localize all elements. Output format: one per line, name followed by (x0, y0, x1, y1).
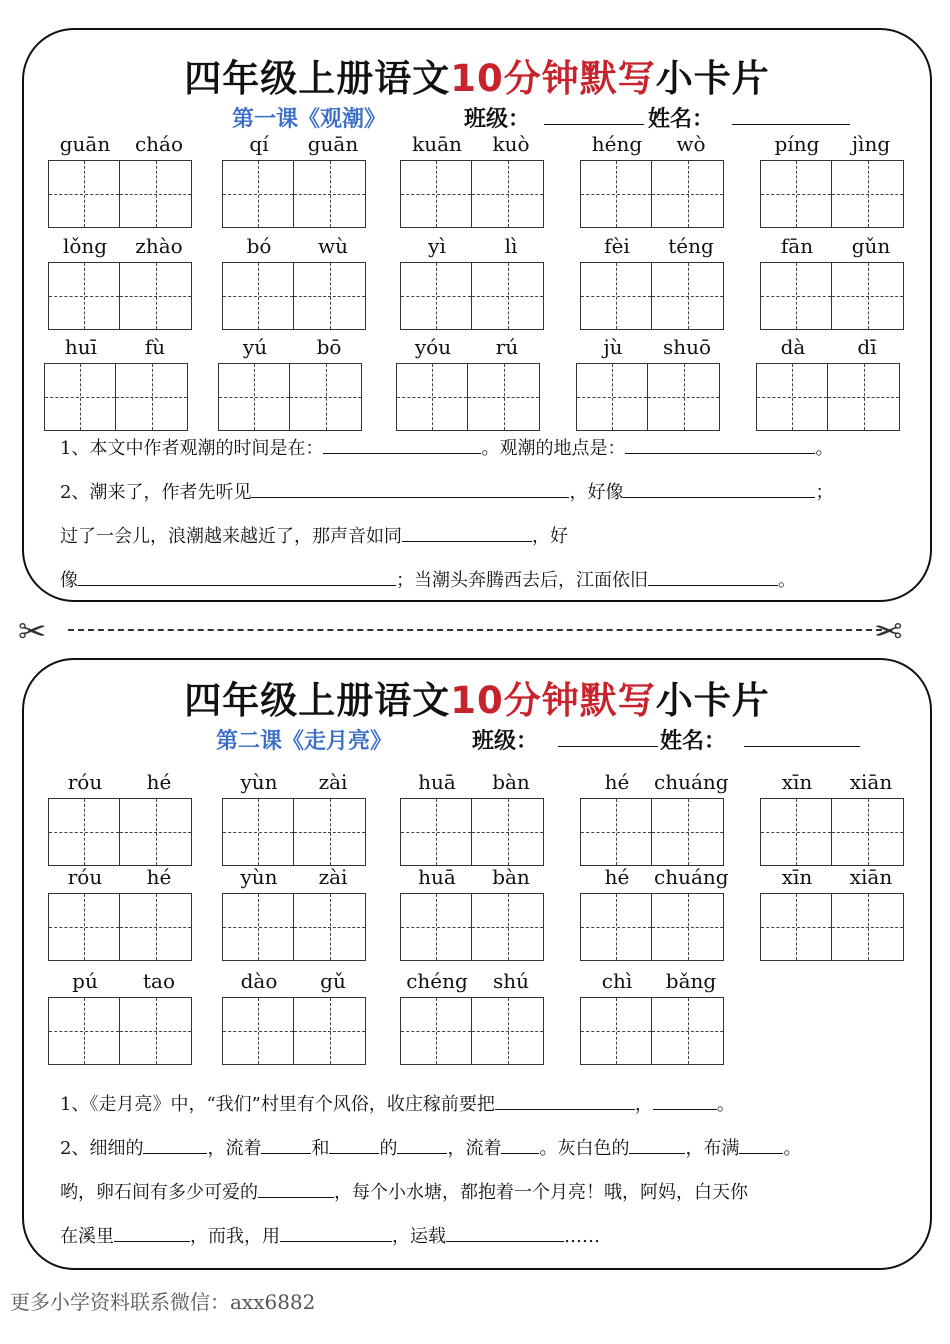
pinyin-syllable: fèi (604, 234, 630, 258)
pinyin (222, 770, 370, 796)
tianzige-cell[interactable] (652, 893, 724, 961)
tianzige-cell[interactable] (222, 262, 294, 330)
question-2-end: 像 ；当潮头奔腾西去后，江面依旧 。 (60, 566, 796, 592)
pinyin-syllable: téng (668, 234, 714, 258)
pinyin-syllable: fù (144, 335, 166, 359)
tianzige-cell[interactable] (222, 160, 294, 228)
tianzige-cell[interactable] (472, 798, 544, 866)
word-box (580, 132, 728, 227)
word-box (222, 770, 370, 865)
pinyin-syllable: xīn (781, 865, 813, 889)
answer-blank[interactable] (402, 523, 532, 542)
pinyin (222, 132, 370, 158)
tianzige-cell[interactable] (294, 160, 366, 228)
pinyin-syllable: yú (242, 335, 268, 359)
word-box (760, 132, 908, 227)
pinyin-syllable: dào (240, 969, 278, 993)
pinyin-syllable: jìng (851, 132, 891, 156)
tianzige-cell[interactable] (400, 893, 472, 961)
pinyin-syllable: bàn (492, 865, 530, 889)
answer-blank[interactable] (501, 1135, 539, 1154)
writing-grid (580, 262, 724, 330)
pinyin-syllable: chì (601, 969, 633, 993)
question-2: 2、潮来了，作者先听见 ，好像 ； (60, 478, 833, 504)
pinyin (400, 969, 548, 995)
writing-grid (48, 893, 192, 961)
class-blank[interactable] (544, 102, 644, 125)
writing-grid (760, 893, 904, 961)
question-1: 1、本文中作者观潮的时间是在： 。观潮的地点是： 。 (60, 434, 833, 460)
pinyin-syllable: zhào (135, 234, 183, 258)
pinyin-syllable: dī (857, 335, 877, 359)
writing-grid (400, 893, 544, 961)
pinyin-syllable: huī (64, 335, 98, 359)
class-label: 班级： (472, 728, 539, 754)
writing-grid (580, 997, 724, 1065)
writing-grid (222, 798, 366, 866)
pinyin-syllable: hé (604, 865, 630, 889)
word-box (400, 969, 548, 1064)
tianzige-cell[interactable] (468, 363, 540, 431)
tianzige-cell[interactable] (400, 997, 472, 1065)
writing-grid (48, 262, 192, 330)
pinyin-syllable: dà (780, 335, 806, 359)
writing-grid (400, 997, 544, 1065)
tianzige-cell[interactable] (222, 997, 294, 1065)
pinyin-syllable: chuáng (654, 865, 729, 889)
tianzige-cell[interactable] (222, 893, 294, 961)
tianzige-cell[interactable] (294, 997, 366, 1065)
pinyin (756, 335, 904, 361)
pinyin-syllable: yóu (414, 335, 452, 359)
pinyin-syllable: hé (604, 770, 630, 794)
pinyin-syllable: xiān (849, 865, 893, 889)
word-box (760, 770, 908, 865)
tianzige-cell[interactable] (760, 262, 832, 330)
word-box (48, 865, 196, 960)
tianzige-cell[interactable] (222, 798, 294, 866)
pinyin-syllable: shuō (662, 335, 712, 359)
writing-grid (222, 160, 366, 228)
card-title: 四年级上册语文10分钟默写小卡片 (184, 679, 770, 722)
answer-blank[interactable] (280, 1223, 392, 1242)
tianzige-cell[interactable] (396, 363, 468, 431)
writing-grid (218, 363, 362, 431)
answer-blank[interactable] (143, 1135, 207, 1154)
card-title: 四年级上册语文10分钟默写小卡片 (184, 57, 770, 100)
writing-grid (48, 160, 192, 228)
pinyin (580, 969, 728, 995)
pinyin (222, 234, 370, 260)
tianzige-cell[interactable] (760, 160, 832, 228)
tianzige-cell[interactable] (652, 262, 724, 330)
class-label: 班级： (464, 106, 531, 132)
pinyin-syllable: bō (316, 335, 342, 359)
tianzige-cell[interactable] (652, 997, 724, 1065)
tianzige-cell[interactable] (472, 262, 544, 330)
pinyin-syllable: guān (59, 132, 111, 156)
pinyin-syllable: xiān (849, 770, 893, 794)
answer-blank[interactable] (397, 1135, 447, 1154)
pinyin (760, 132, 908, 158)
tianzige-cell[interactable] (294, 893, 366, 961)
pinyin-syllable: chéng (406, 969, 468, 993)
name-label: 姓名： (648, 106, 715, 132)
writing-grid (400, 160, 544, 228)
tianzige-cell[interactable] (48, 798, 120, 866)
pinyin-syllable: lǒng (62, 234, 108, 258)
word-box (756, 335, 904, 430)
writing-grid (222, 262, 366, 330)
class-blank[interactable] (558, 724, 658, 747)
tianzige-cell[interactable] (48, 262, 120, 330)
answer-blank[interactable] (251, 479, 569, 498)
pinyin-syllable: hé (146, 865, 172, 889)
tianzige-cell[interactable] (580, 893, 652, 961)
pinyin (44, 335, 192, 361)
writing-grid (760, 262, 904, 330)
answer-blank[interactable] (261, 1135, 311, 1154)
writing-grid (222, 997, 366, 1065)
tianzige-cell[interactable] (832, 893, 904, 961)
tianzige-cell[interactable] (294, 262, 366, 330)
word-box (400, 234, 548, 329)
word-box (48, 969, 196, 1064)
answer-blank[interactable] (446, 1223, 564, 1242)
lesson-title: 第二课《走月亮》 (216, 728, 393, 754)
tianzige-cell[interactable] (400, 160, 472, 228)
word-box (400, 865, 548, 960)
pinyin-syllable: kuān (412, 132, 462, 156)
pinyin-syllable: rú (495, 335, 519, 359)
pinyin (396, 335, 544, 361)
tianzige-cell[interactable] (218, 363, 290, 431)
writing-grid (400, 262, 544, 330)
question-2-end: 在溪里 ，而我，用 ，运载 …… (60, 1222, 600, 1248)
pinyin-syllable: píng (774, 132, 820, 156)
pinyin-syllable: bǎng (665, 969, 717, 993)
tianzige-cell[interactable] (472, 160, 544, 228)
answer-blank[interactable] (625, 435, 815, 454)
writing-grid (48, 997, 192, 1065)
answer-blank[interactable] (648, 567, 778, 586)
pinyin-syllable: tao (142, 969, 175, 993)
answer-blank[interactable] (629, 1135, 685, 1154)
tianzige-cell[interactable] (580, 798, 652, 866)
question-2-cont: 哟，卵石间有多少可爱的 ，每个小水塘，都抱着一个月亮！哦，阿妈，白天你 (60, 1178, 748, 1204)
word-box (48, 132, 196, 227)
writing-grid (760, 798, 904, 866)
pinyin-syllable: wù (318, 234, 348, 258)
tianzige-cell[interactable] (580, 262, 652, 330)
pinyin-syllable: chuáng (654, 770, 729, 794)
pinyin (580, 234, 728, 260)
tianzige-cell[interactable] (832, 160, 904, 228)
pinyin (48, 865, 196, 891)
pinyin-syllable: pú (72, 969, 98, 993)
word-box (48, 770, 196, 865)
word-box (44, 335, 192, 430)
tianzige-cell[interactable] (120, 798, 192, 866)
pinyin (576, 335, 724, 361)
word-box (760, 234, 908, 329)
pinyin-syllable: bó (246, 234, 272, 258)
writing-grid (580, 160, 724, 228)
pinyin-syllable: xīn (781, 770, 813, 794)
word-box (400, 132, 548, 227)
tianzige-cell[interactable] (44, 363, 116, 431)
tianzige-cell[interactable] (648, 363, 720, 431)
pinyin (580, 770, 728, 796)
word-box (222, 234, 370, 329)
pinyin-syllable: huā (418, 865, 456, 889)
pinyin-syllable: kuò (492, 132, 530, 156)
tianzige-cell[interactable] (580, 160, 652, 228)
word-box (580, 770, 728, 865)
tianzige-cell[interactable] (760, 893, 832, 961)
answer-blank[interactable] (653, 1091, 717, 1110)
writing-grid (760, 160, 904, 228)
pinyin (760, 770, 908, 796)
pinyin-syllable: hé (146, 770, 172, 794)
tianzige-cell[interactable] (48, 160, 120, 228)
word-box (400, 770, 548, 865)
word-box (580, 969, 728, 1064)
tianzige-cell[interactable] (760, 798, 832, 866)
tianzige-cell[interactable] (580, 997, 652, 1065)
pinyin (400, 132, 548, 158)
pinyin-syllable: héng (591, 132, 643, 156)
tianzige-cell[interactable] (116, 363, 188, 431)
answer-blank[interactable] (495, 1091, 635, 1110)
pinyin (222, 865, 370, 891)
name-blank[interactable] (744, 724, 860, 747)
tianzige-cell[interactable] (120, 160, 192, 228)
pinyin (48, 770, 196, 796)
pinyin-syllable: huā (418, 770, 456, 794)
writing-grid (396, 363, 540, 431)
pinyin (760, 865, 908, 891)
pinyin-syllable: bàn (492, 770, 530, 794)
pinyin (48, 969, 196, 995)
tianzige-cell[interactable] (472, 997, 544, 1065)
writing-grid (580, 798, 724, 866)
tianzige-cell[interactable] (120, 262, 192, 330)
pinyin-syllable: cháo (134, 132, 184, 156)
pinyin-syllable: wò (676, 132, 706, 156)
word-box (218, 335, 366, 430)
dictation-card-2 (22, 658, 932, 1270)
writing-grid (756, 363, 900, 431)
pinyin-syllable: zài (318, 865, 348, 889)
tianzige-cell[interactable] (290, 363, 362, 431)
word-box (396, 335, 544, 430)
word-box (222, 865, 370, 960)
pinyin (218, 335, 366, 361)
pinyin (48, 234, 196, 260)
scissors-icon: ✂ (18, 612, 47, 652)
tianzige-cell[interactable] (576, 363, 648, 431)
name-blank[interactable] (732, 102, 850, 125)
tianzige-cell[interactable] (120, 997, 192, 1065)
pinyin-syllable: róu (67, 770, 103, 794)
tianzige-cell[interactable] (652, 798, 724, 866)
answer-blank[interactable] (78, 567, 396, 586)
pinyin-syllable: zài (318, 770, 348, 794)
pinyin (400, 770, 548, 796)
question-1: 1、《走月亮》中，“我们”村里有个风俗，收庄稼前要把 ， 。 (60, 1090, 735, 1116)
word-box (48, 234, 196, 329)
answer-blank[interactable] (323, 435, 481, 454)
writing-grid (400, 798, 544, 866)
tianzige-cell[interactable] (48, 997, 120, 1065)
pinyin (760, 234, 908, 260)
scissors-icon: ✂ (874, 612, 903, 652)
writing-grid (48, 798, 192, 866)
pinyin (400, 234, 548, 260)
pinyin (400, 865, 548, 891)
lesson-title: 第一课《观潮》 (232, 106, 387, 132)
writing-grid (580, 893, 724, 961)
pinyin-syllable: gǔ (320, 969, 346, 993)
tianzige-cell[interactable] (832, 262, 904, 330)
pinyin-syllable: qí (249, 132, 269, 156)
tianzige-cell[interactable] (294, 798, 366, 866)
pinyin-syllable: jù (603, 335, 623, 359)
pinyin (580, 865, 728, 891)
pinyin (222, 969, 370, 995)
answer-blank[interactable] (329, 1135, 379, 1154)
tianzige-cell[interactable] (756, 363, 828, 431)
pinyin-syllable: fān (780, 234, 814, 258)
cut-line (68, 629, 882, 631)
pinyin-syllable: shú (492, 969, 530, 993)
name-label: 姓名： (660, 728, 727, 754)
tianzige-cell[interactable] (832, 798, 904, 866)
tianzige-cell[interactable] (472, 893, 544, 961)
writing-grid (576, 363, 720, 431)
pinyin (48, 132, 196, 158)
tianzige-cell[interactable] (400, 798, 472, 866)
footer-contact: 更多小学资料联系微信：axx6882 (10, 1290, 316, 1314)
pinyin-syllable: yì (428, 234, 446, 258)
writing-grid (44, 363, 188, 431)
dictation-card-1 (22, 28, 932, 602)
question-2: 2、细细的 ，流着 和 的 ，流着 。灰白色的 ，布满 。 (60, 1134, 801, 1160)
word-box (760, 865, 908, 960)
tianzige-cell[interactable] (400, 262, 472, 330)
answer-blank[interactable] (623, 479, 815, 498)
word-box (222, 132, 370, 227)
pinyin-syllable: gǔn (851, 234, 891, 258)
question-2-cont: 过了一会儿，浪潮越来越近了，那声音如同 ，好 (60, 522, 568, 548)
word-box (580, 234, 728, 329)
word-box (222, 969, 370, 1064)
tianzige-cell[interactable] (652, 160, 724, 228)
answer-blank[interactable] (258, 1179, 334, 1198)
answer-blank[interactable] (114, 1223, 190, 1242)
pinyin-syllable: guān (307, 132, 359, 156)
writing-grid (222, 893, 366, 961)
answer-blank[interactable] (739, 1135, 783, 1154)
tianzige-cell[interactable] (828, 363, 900, 431)
word-box (576, 335, 724, 430)
word-box (580, 865, 728, 960)
pinyin-syllable: lì (504, 234, 518, 258)
pinyin-syllable: róu (67, 865, 103, 889)
pinyin (580, 132, 728, 158)
pinyin-syllable: yùn (240, 770, 278, 794)
pinyin-syllable: yùn (240, 865, 278, 889)
tianzige-cell[interactable] (120, 893, 192, 961)
tianzige-cell[interactable] (48, 893, 120, 961)
